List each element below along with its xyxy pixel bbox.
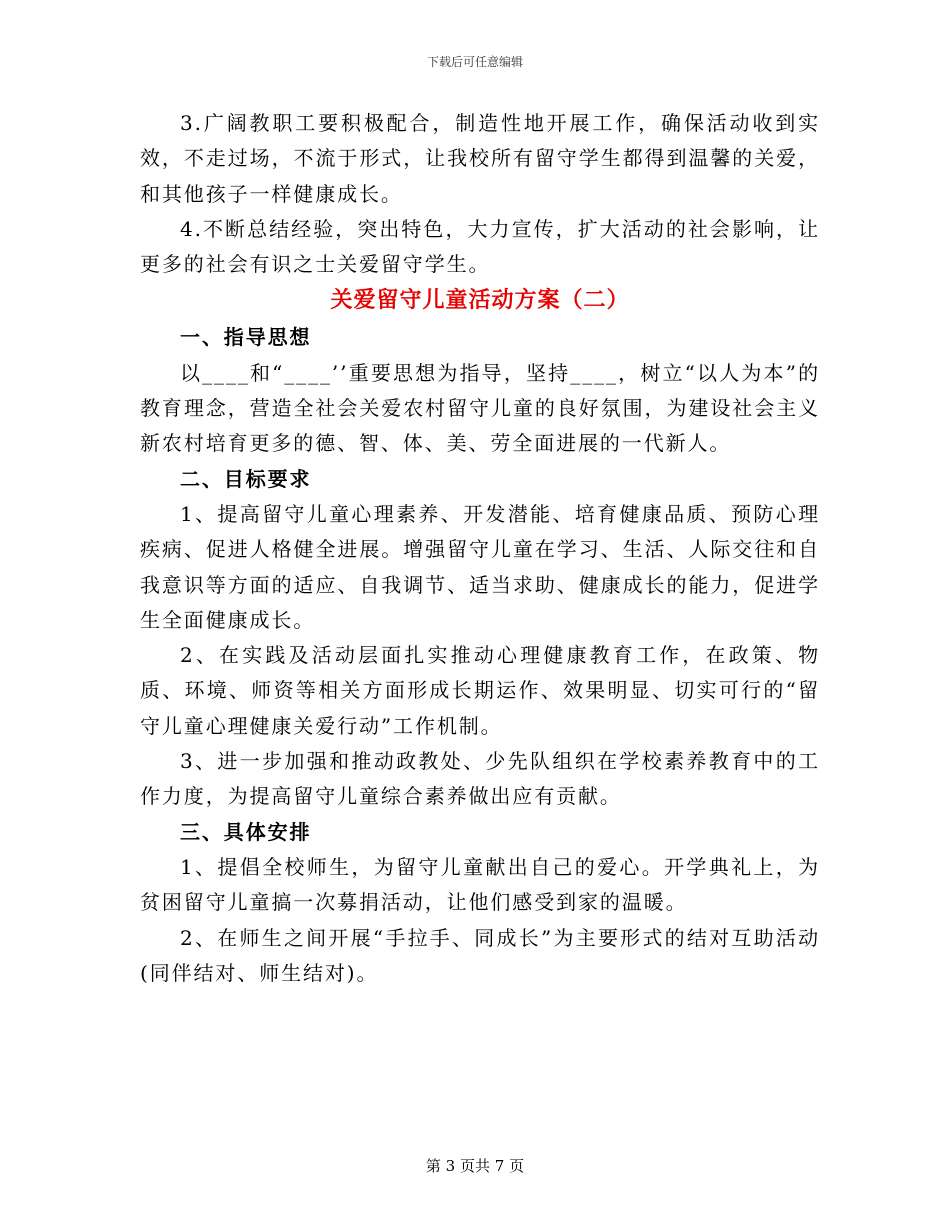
page-footer: 第 3 页共 7 页 bbox=[425, 1157, 525, 1175]
section-heading-goals: 二、目标要求 bbox=[180, 466, 312, 491]
paragraph-goal-3: 3、进一步加强和推动政教处、少先队组织在学校素养教育中的工作力度，为提高留守儿童综合素养做出应有贡献。 bbox=[140, 749, 820, 809]
paragraph-3: 3.广阔教职工要积极配合，制造性地开展工作，确保活动收到实效，不走过场，不流于形式，让我校所有留守学生都得到温馨的关爱，和其他孩子一样健康成长。 bbox=[140, 111, 820, 206]
document-title: 关爱留守儿童活动方案（二） bbox=[330, 288, 630, 314]
paragraph-arrangement-2: 2、在师生之间开展“手拉手、同成长”为主要形式的结对互助活动(同伴结对、师生结对)。 bbox=[140, 925, 820, 985]
section-heading-arrangements: 三、具体安排 bbox=[180, 819, 312, 844]
page-header: 下载后可任意编辑 bbox=[426, 55, 523, 69]
paragraph-arrangement-1: 1、提倡全校师生，为留守儿童献出自己的爱心。开学典礼上，为贫困留守儿童搞一次募捐活动，让他们感受到家的温暖。 bbox=[140, 854, 820, 915]
section-heading-guiding-ideology: 一、指导思想 bbox=[180, 325, 312, 350]
paragraph-guiding-ideology: 以____和“____’’重要思想为指导，坚持____，树立“以人为本”的教育理念，营造全社会关爱农村留守儿童的良好氛围，为建设社会主义新农村培育更多的德、智、体、美、劳全面进展的一代新人。 bbox=[140, 360, 820, 456]
paragraph-goal-2: 2、在实践及活动层面扎实推动心理健康教育工作，在政策、物质、环境、师资等相关方面形成长期运作、效果明显、切实可行的“留守儿童心理健康关爱行动”工作机制。 bbox=[140, 643, 820, 738]
document-body bbox=[140, 106, 820, 991]
paragraph-goal-1: 1、提高留守儿童心理素养、开发潜能、培育健康品质、预防心理疾病、促进人格健全进展。增强留守儿童在学习、生活、人际交往和自我意识等方面的适应、自我调节、适当求助、健康成长的能力，促进学生全面健康成长。 bbox=[140, 501, 820, 632]
paragraph-4: 4.不断总结经验，突出特色，大力宣传，扩大活动的社会影响，让更多的社会有识之士关爱留守学生。 bbox=[140, 216, 820, 277]
